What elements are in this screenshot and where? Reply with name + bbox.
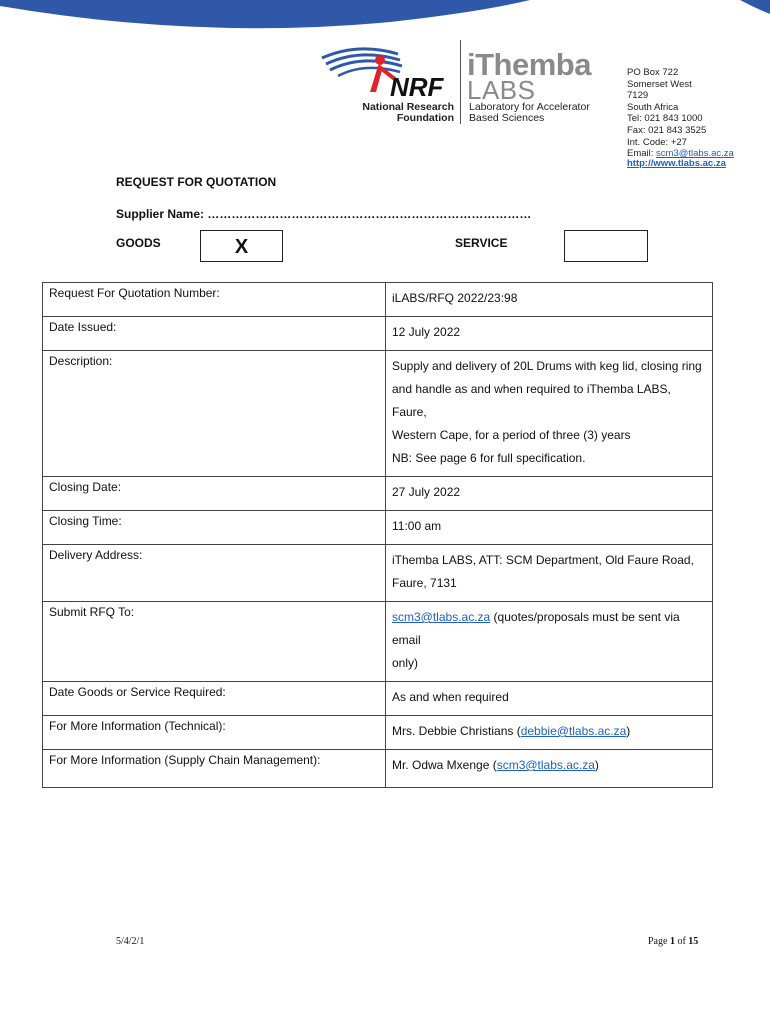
nrf-name-line2: Foundation <box>396 112 454 124</box>
nrf-name <box>360 102 454 124</box>
table-row <box>43 602 713 682</box>
row-value <box>386 545 713 602</box>
goods-label: GOODS <box>116 236 161 250</box>
row-label: For More Information (Supply Chain Management): <box>43 750 386 788</box>
submit-line-1 <box>392 606 706 652</box>
supplier-name-field: Supplier Name: ……………………………………………………………………… <box>116 207 532 221</box>
table-row <box>43 317 713 351</box>
row-label: Delivery Address: <box>43 545 386 602</box>
email-link[interactable]: scm3@tlabs.ac.za <box>656 148 734 160</box>
row-label: For More Information (Technical): <box>43 716 386 750</box>
row-value <box>386 750 713 788</box>
of-word: of <box>677 936 686 947</box>
row-value <box>386 602 713 682</box>
table-row <box>43 351 713 477</box>
nrf-name-line1: National Research <box>362 101 454 113</box>
website-link[interactable]: http://www.tlabs.ac.za <box>627 158 726 169</box>
document-reference: 5/4/2/1 <box>116 936 145 947</box>
service-label: SERVICE <box>455 236 508 250</box>
contact-close: ) <box>594 758 599 772</box>
table-row <box>43 545 713 602</box>
row-label: Date Issued: <box>43 317 386 351</box>
table-row <box>43 750 713 788</box>
row-label: Submit RFQ To: <box>43 602 386 682</box>
address-line: PO Box 722 <box>627 67 679 78</box>
service-checkbox[interactable] <box>564 230 648 262</box>
contact-close: ) <box>626 724 631 738</box>
address-value-line: iThemba LABS, ATT: SCM Department, Old Faure Road, <box>392 553 694 567</box>
lab-line1: Laboratory for Accelerator <box>469 101 590 113</box>
address-line: Int. Code: +27 <box>627 136 687 148</box>
address-value-line: Faure, 7131 <box>392 576 457 590</box>
page-current: 1 <box>669 936 675 947</box>
description-line: and handle as and when required to iThemba LABS, Faure, <box>392 382 671 419</box>
nrf-logo-icon <box>318 36 458 106</box>
page-word: Page <box>648 936 668 947</box>
email-label: Email: <box>627 148 654 160</box>
row-label: Request For Quotation Number: <box>43 283 386 317</box>
lab-line2: Based Sciences <box>469 112 545 124</box>
lab-description <box>469 102 590 124</box>
scm-email-link[interactable]: scm3@tlabs.ac.za <box>496 758 595 772</box>
row-label: Closing Time: <box>43 511 386 545</box>
address-line: Tel: 021 843 1000 <box>627 113 703 125</box>
submit-email-link[interactable]: scm3@tlabs.ac.za <box>392 610 491 624</box>
contact-name: Mrs. Debbie Christians ( <box>392 724 521 738</box>
row-label: Description: <box>43 351 386 477</box>
submit-line-2: only) <box>392 656 419 670</box>
table-row <box>43 477 713 511</box>
row-value <box>386 351 713 477</box>
labs-logo-text: LABS <box>467 75 536 105</box>
address-block <box>627 67 734 160</box>
row-label: Closing Date: <box>43 477 386 511</box>
technical-email-link[interactable]: debbie@tlabs.ac.za <box>520 724 627 738</box>
description-line: Supply and delivery of 20L Drums with keg lid, closing ring <box>392 359 702 373</box>
row-value: As and when required <box>386 682 713 716</box>
table-row <box>43 511 713 545</box>
row-value: 27 July 2022 <box>386 477 713 511</box>
goods-checkbox[interactable]: X <box>200 230 283 262</box>
ithemba-logo-text: iThemba <box>467 47 591 82</box>
rfq-details-table <box>42 282 713 788</box>
table-row <box>43 283 713 317</box>
page-total: 15 <box>688 936 699 947</box>
row-value <box>386 716 713 750</box>
address-line: 7129 <box>627 90 649 102</box>
nrf-mark-text: NRF <box>390 72 444 102</box>
row-value: iLABS/RFQ 2022/23:98 <box>386 283 713 317</box>
submit-note: (quotes/proposals must be sent via email <box>392 610 680 647</box>
header-arc-decoration <box>0 0 770 40</box>
table-row <box>43 716 713 750</box>
description-line: NB: See page 6 for full specification. <box>392 451 586 465</box>
row-label: Date Goods or Service Required: <box>43 682 386 716</box>
page-number <box>648 936 698 947</box>
page-title: REQUEST FOR QUOTATION <box>116 175 277 189</box>
row-value: 12 July 2022 <box>386 317 713 351</box>
logo-divider <box>460 40 461 124</box>
address-line: South Africa <box>627 101 679 113</box>
table-row <box>43 682 713 716</box>
description-line: Western Cape, for a period of three (3) years <box>392 428 631 442</box>
row-value: 11:00 am <box>386 511 713 545</box>
contact-name: Mr. Odwa Mxenge ( <box>392 758 497 772</box>
address-line: Somerset West <box>627 78 692 90</box>
address-line: Fax: 021 843 3525 <box>627 124 707 136</box>
